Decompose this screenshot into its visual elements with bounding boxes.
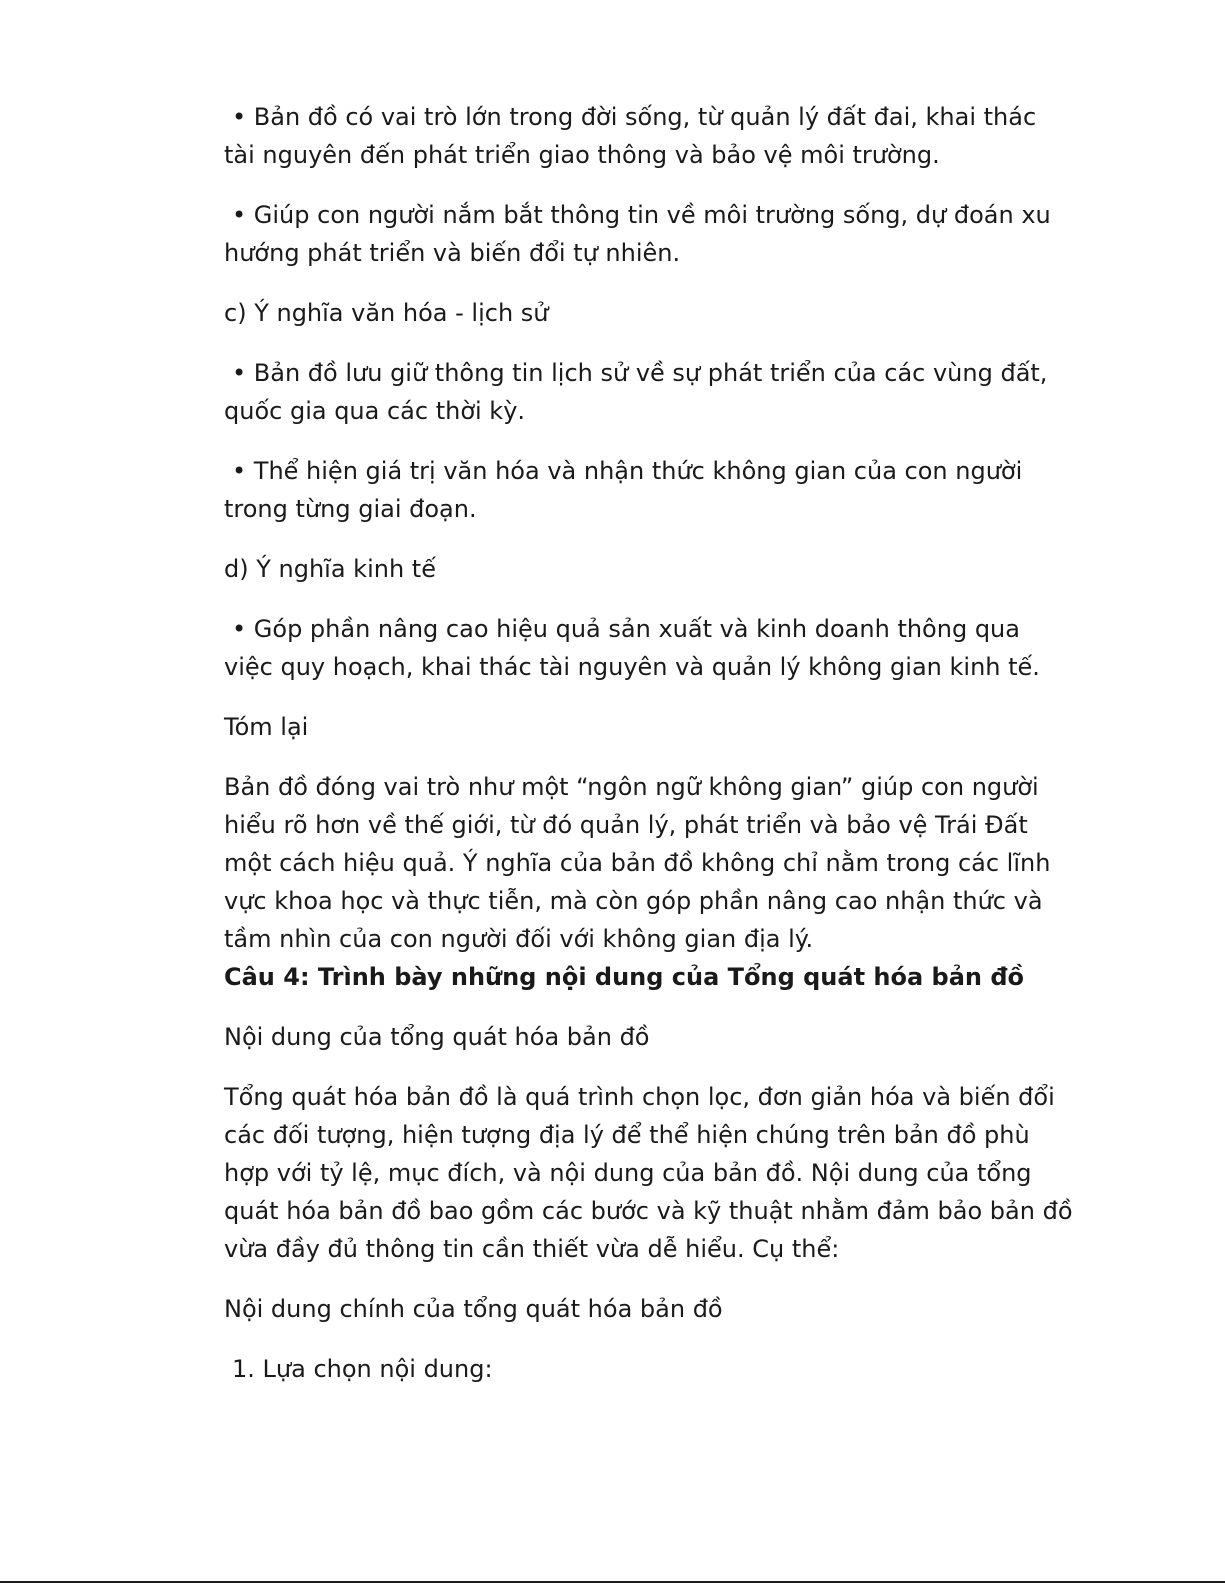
summary-paragraph: Bản đồ đóng vai trò như một “ngôn ngữ không gian” giúp con người hiểu rõ hơn về thế giới, từ đó quản lý, phát triển và bảo vệ Trái Đất một cách hiệu quả. Ý nghĩa của bản đồ không chỉ nằm trong các lĩnh vực khoa học và thực tiễn, mà còn góp phần nâng cao nhận thức và tầm nhìn của con người đối với không gian địa lý. xyxy=(224,773,1051,953)
list-item-1: 1. Lựa chọn nội dung: xyxy=(232,1355,493,1383)
bullet-economic: • Góp phần nâng cao hiệu quả sản xuất và kinh doanh thông qua việc quy hoạch, khai thác tài nguyên và quản lý không gian kinh tế. xyxy=(224,615,1040,681)
subheading-culture-history: c) Ý nghĩa văn hóa - lịch sử xyxy=(224,299,549,327)
section-title-generalization: Nội dung của tổng quát hóa bản đồ xyxy=(224,1023,650,1051)
bullet-map-role: • Bản đồ có vai trò lớn trong đời sống, từ quản lý đất đai, khai thác tài nguyên đến phát triển giao thông và bảo vệ môi trường. xyxy=(224,103,1037,169)
subheading-economic: d) Ý nghĩa kinh tế xyxy=(224,555,436,583)
question-4-heading: Câu 4: Trình bày những nội dung của Tổng quát hóa bản đồ xyxy=(224,963,1025,991)
bullet-history-info: • Bản đồ lưu giữ thông tin lịch sử về sự phát triển của các vùng đất, quốc gia qua các thời kỳ. xyxy=(224,359,1048,425)
document-page xyxy=(224,98,1074,1410)
bullet-environment-info: • Giúp con người nắm bắt thông tin về môi trường sống, dự đoán xu hướng phát triển và biến đổi tự nhiên. xyxy=(224,201,1051,267)
summary-label: Tóm lại xyxy=(224,713,309,741)
page-bottom-border xyxy=(0,1581,1225,1583)
bullet-culture-value: • Thể hiện giá trị văn hóa và nhận thức không gian của con người trong từng giai đoạn. xyxy=(224,457,1023,523)
generalization-paragraph: Tổng quát hóa bản đồ là quá trình chọn lọc, đơn giản hóa và biến đổi các đối tượng, hiện tượng địa lý để thể hiện chúng trên bản đồ phù hợp với tỷ lệ, mục đích, và nội dung của bản đồ. Nội dung của tổng quát hóa bản đồ bao gồm các bước và kỹ thuật nhằm đảm bảo bản đồ vừa đầy đủ thông tin cần thiết vừa dễ hiểu. Cụ thể: xyxy=(224,1083,1073,1263)
section-title-main-content: Nội dung chính của tổng quát hóa bản đồ xyxy=(224,1295,723,1323)
